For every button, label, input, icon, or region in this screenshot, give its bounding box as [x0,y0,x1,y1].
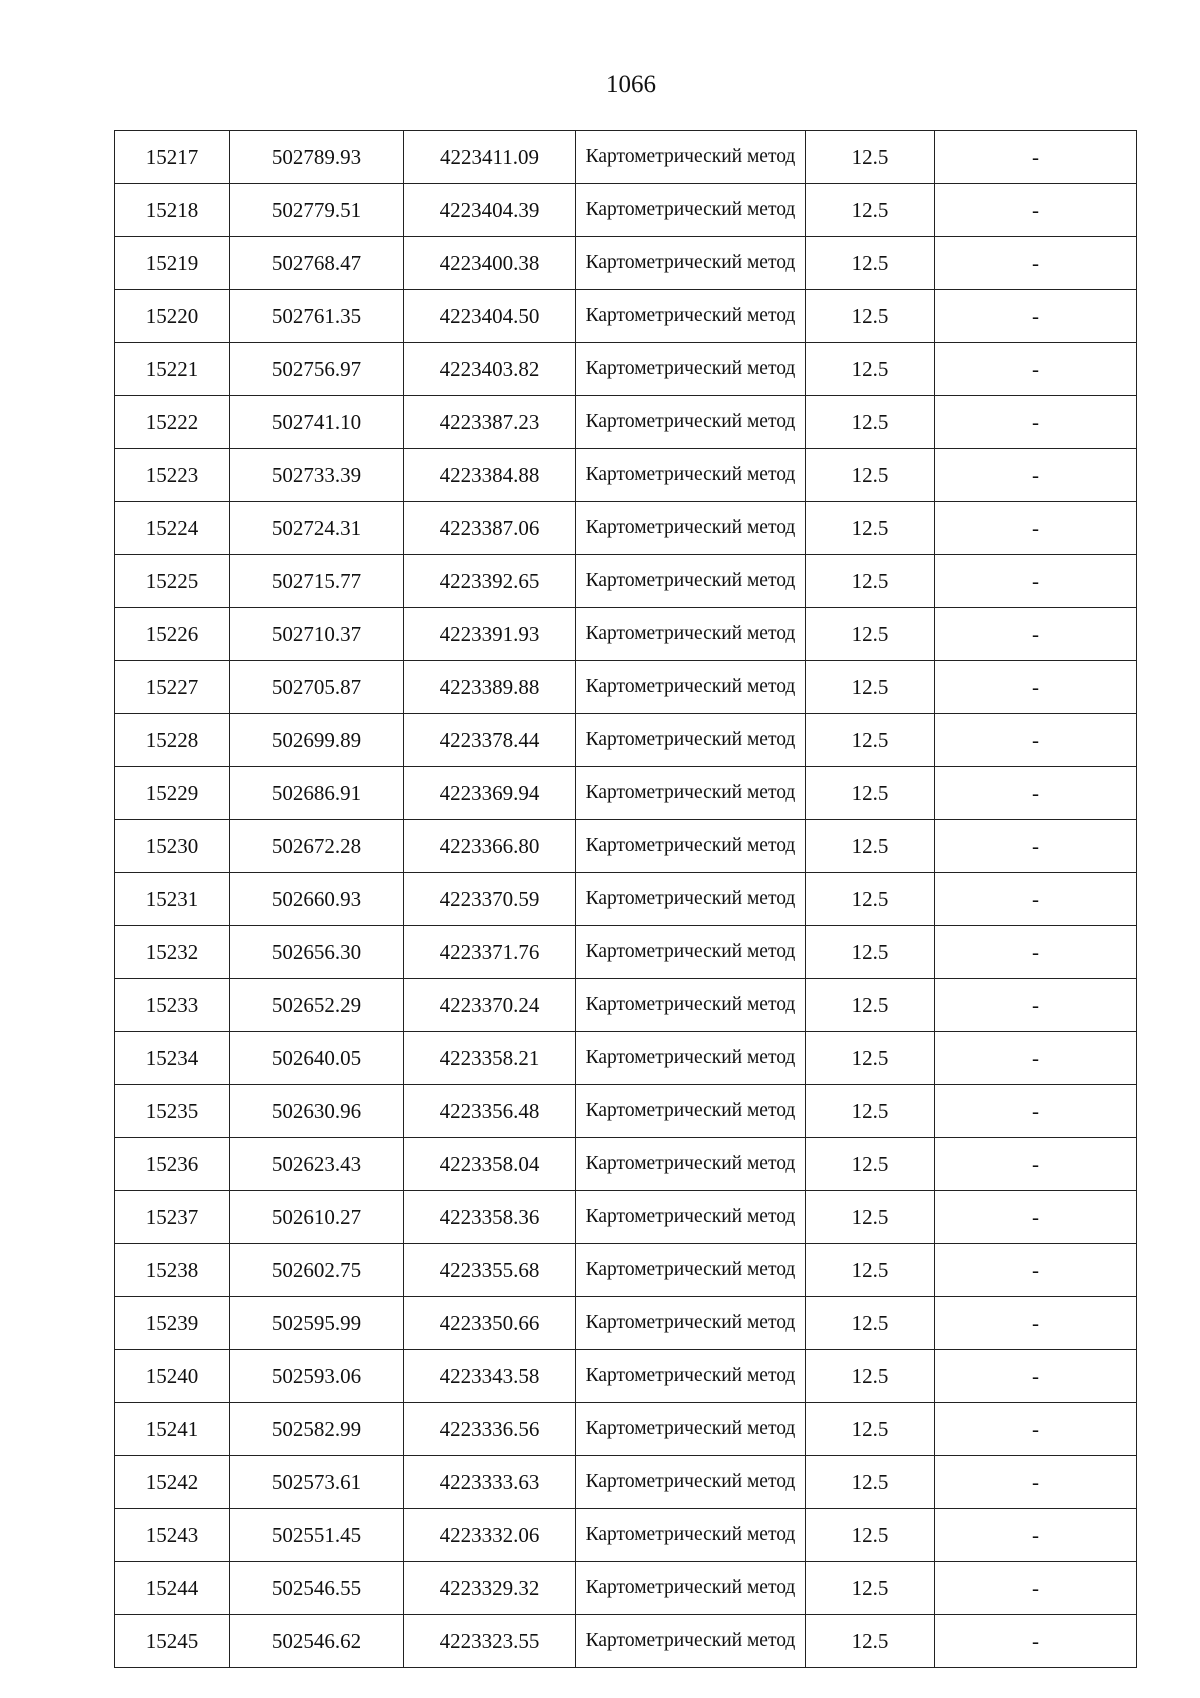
accuracy-cell: 12.5 [806,1350,935,1403]
x-coordinate-cell: 502779.51 [230,184,404,237]
point-number-cell: 15238 [115,1244,230,1297]
method-cell: Картометрический метод [576,1562,806,1615]
description-cell: - [935,1456,1137,1509]
table-row [115,1350,1137,1403]
y-coordinate-cell: 4223384.88 [404,449,576,502]
point-number-cell: 15217 [115,131,230,184]
accuracy-cell: 12.5 [806,1244,935,1297]
method-cell: Картометрический метод [576,290,806,343]
table-row [115,1138,1137,1191]
point-number-cell: 15234 [115,1032,230,1085]
point-number-cell: 15237 [115,1191,230,1244]
x-coordinate-cell: 502656.30 [230,926,404,979]
method-cell: Картометрический метод [576,237,806,290]
x-coordinate-cell: 502724.31 [230,502,404,555]
table-row [115,926,1137,979]
description-cell: - [935,1244,1137,1297]
table-row [115,873,1137,926]
y-coordinate-cell: 4223392.65 [404,555,576,608]
description-cell: - [935,237,1137,290]
description-cell: - [935,1191,1137,1244]
description-cell: - [935,767,1137,820]
table-row [115,449,1137,502]
description-cell: - [935,1509,1137,1562]
method-cell: Картометрический метод [576,979,806,1032]
method-cell: Картометрический метод [576,184,806,237]
method-cell: Картометрический метод [576,1138,806,1191]
method-cell: Картометрический метод [576,1509,806,1562]
x-coordinate-cell: 502610.27 [230,1191,404,1244]
x-coordinate-cell: 502551.45 [230,1509,404,1562]
accuracy-cell: 12.5 [806,661,935,714]
method-cell: Картометрический метод [576,926,806,979]
table-row [115,1456,1137,1509]
point-number-cell: 15230 [115,820,230,873]
point-number-cell: 15231 [115,873,230,926]
point-number-cell: 15242 [115,1456,230,1509]
y-coordinate-cell: 4223366.80 [404,820,576,873]
y-coordinate-cell: 4223411.09 [404,131,576,184]
description-cell: - [935,1615,1137,1668]
table-row [115,502,1137,555]
point-number-cell: 15243 [115,1509,230,1562]
point-number-cell: 15227 [115,661,230,714]
x-coordinate-cell: 502672.28 [230,820,404,873]
table-row [115,555,1137,608]
x-coordinate-cell: 502768.47 [230,237,404,290]
description-cell: - [935,555,1137,608]
x-coordinate-cell: 502710.37 [230,608,404,661]
accuracy-cell: 12.5 [806,290,935,343]
method-cell: Картометрический метод [576,1403,806,1456]
y-coordinate-cell: 4223370.59 [404,873,576,926]
accuracy-cell: 12.5 [806,1403,935,1456]
method-cell: Картометрический метод [576,1615,806,1668]
x-coordinate-cell: 502705.87 [230,661,404,714]
y-coordinate-cell: 4223400.38 [404,237,576,290]
method-cell: Картометрический метод [576,555,806,608]
point-number-cell: 15224 [115,502,230,555]
point-number-cell: 15233 [115,979,230,1032]
y-coordinate-cell: 4223370.24 [404,979,576,1032]
x-coordinate-cell: 502623.43 [230,1138,404,1191]
point-number-cell: 15226 [115,608,230,661]
x-coordinate-cell: 502630.96 [230,1085,404,1138]
method-cell: Картометрический метод [576,714,806,767]
x-coordinate-cell: 502699.89 [230,714,404,767]
method-cell: Картометрический метод [576,502,806,555]
x-coordinate-cell: 502573.61 [230,1456,404,1509]
y-coordinate-cell: 4223371.76 [404,926,576,979]
table-row [115,131,1137,184]
method-cell: Картометрический метод [576,661,806,714]
point-number-cell: 15220 [115,290,230,343]
y-coordinate-cell: 4223358.04 [404,1138,576,1191]
accuracy-cell: 12.5 [806,343,935,396]
y-coordinate-cell: 4223404.39 [404,184,576,237]
y-coordinate-cell: 4223358.36 [404,1191,576,1244]
table-row [115,1509,1137,1562]
point-number-cell: 15229 [115,767,230,820]
description-cell: - [935,873,1137,926]
x-coordinate-cell: 502686.91 [230,767,404,820]
x-coordinate-cell: 502789.93 [230,131,404,184]
y-coordinate-cell: 4223387.06 [404,502,576,555]
x-coordinate-cell: 502733.39 [230,449,404,502]
method-cell: Картометрический метод [576,767,806,820]
description-cell: - [935,661,1137,714]
table-row [115,1297,1137,1350]
y-coordinate-cell: 4223323.55 [404,1615,576,1668]
description-cell: - [935,396,1137,449]
table-row [115,396,1137,449]
table-body [115,131,1137,1668]
method-cell: Картометрический метод [576,1191,806,1244]
y-coordinate-cell: 4223358.21 [404,1032,576,1085]
y-coordinate-cell: 4223404.50 [404,290,576,343]
method-cell: Картометрический метод [576,1085,806,1138]
table-row [115,290,1137,343]
description-cell: - [935,1138,1137,1191]
method-cell: Картометрический метод [576,608,806,661]
description-cell: - [935,184,1137,237]
point-number-cell: 15228 [115,714,230,767]
accuracy-cell: 12.5 [806,131,935,184]
accuracy-cell: 12.5 [806,820,935,873]
accuracy-cell: 12.5 [806,1562,935,1615]
table-row [115,1403,1137,1456]
x-coordinate-cell: 502756.97 [230,343,404,396]
point-number-cell: 15219 [115,237,230,290]
point-number-cell: 15239 [115,1297,230,1350]
coordinates-table [114,130,1137,1668]
point-number-cell: 15240 [115,1350,230,1403]
x-coordinate-cell: 502660.93 [230,873,404,926]
y-coordinate-cell: 4223391.93 [404,608,576,661]
y-coordinate-cell: 4223333.63 [404,1456,576,1509]
description-cell: - [935,608,1137,661]
table-row [115,184,1137,237]
accuracy-cell: 12.5 [806,873,935,926]
point-number-cell: 15222 [115,396,230,449]
description-cell: - [935,926,1137,979]
table-row [115,1032,1137,1085]
description-cell: - [935,343,1137,396]
page-number: 1066 [606,71,656,98]
accuracy-cell: 12.5 [806,555,935,608]
table-row [115,1615,1137,1668]
table-row [115,714,1137,767]
point-number-cell: 15245 [115,1615,230,1668]
y-coordinate-cell: 4223369.94 [404,767,576,820]
y-coordinate-cell: 4223343.58 [404,1350,576,1403]
x-coordinate-cell: 502582.99 [230,1403,404,1456]
point-number-cell: 15225 [115,555,230,608]
description-cell: - [935,1032,1137,1085]
method-cell: Картометрический метод [576,1350,806,1403]
accuracy-cell: 12.5 [806,396,935,449]
description-cell: - [935,290,1137,343]
y-coordinate-cell: 4223332.06 [404,1509,576,1562]
x-coordinate-cell: 502652.29 [230,979,404,1032]
point-number-cell: 15221 [115,343,230,396]
x-coordinate-cell: 502593.06 [230,1350,404,1403]
accuracy-cell: 12.5 [806,767,935,820]
method-cell: Картометрический метод [576,1244,806,1297]
accuracy-cell: 12.5 [806,1085,935,1138]
table-row [115,1244,1137,1297]
table-row [115,979,1137,1032]
y-coordinate-cell: 4223336.56 [404,1403,576,1456]
x-coordinate-cell: 502741.10 [230,396,404,449]
point-number-cell: 15235 [115,1085,230,1138]
accuracy-cell: 12.5 [806,502,935,555]
description-cell: - [935,1350,1137,1403]
x-coordinate-cell: 502715.77 [230,555,404,608]
accuracy-cell: 12.5 [806,979,935,1032]
accuracy-cell: 12.5 [806,1032,935,1085]
accuracy-cell: 12.5 [806,237,935,290]
accuracy-cell: 12.5 [806,449,935,502]
point-number-cell: 15241 [115,1403,230,1456]
y-coordinate-cell: 4223403.82 [404,343,576,396]
accuracy-cell: 12.5 [806,714,935,767]
y-coordinate-cell: 4223389.88 [404,661,576,714]
y-coordinate-cell: 4223350.66 [404,1297,576,1350]
y-coordinate-cell: 4223356.48 [404,1085,576,1138]
point-number-cell: 15218 [115,184,230,237]
method-cell: Картометрический метод [576,1456,806,1509]
table-row [115,767,1137,820]
description-cell: - [935,131,1137,184]
table-row [115,237,1137,290]
y-coordinate-cell: 4223329.32 [404,1562,576,1615]
table-row [115,1085,1137,1138]
method-cell: Картометрический метод [576,343,806,396]
point-number-cell: 15244 [115,1562,230,1615]
accuracy-cell: 12.5 [806,1191,935,1244]
point-number-cell: 15232 [115,926,230,979]
description-cell: - [935,502,1137,555]
description-cell: - [935,1403,1137,1456]
point-number-cell: 15236 [115,1138,230,1191]
y-coordinate-cell: 4223387.23 [404,396,576,449]
accuracy-cell: 12.5 [806,1615,935,1668]
method-cell: Картометрический метод [576,1032,806,1085]
method-cell: Картометрический метод [576,396,806,449]
description-cell: - [935,1297,1137,1350]
description-cell: - [935,1562,1137,1615]
method-cell: Картометрический метод [576,820,806,873]
x-coordinate-cell: 502602.75 [230,1244,404,1297]
x-coordinate-cell: 502595.99 [230,1297,404,1350]
accuracy-cell: 12.5 [806,608,935,661]
method-cell: Картометрический метод [576,131,806,184]
x-coordinate-cell: 502546.55 [230,1562,404,1615]
x-coordinate-cell: 502640.05 [230,1032,404,1085]
table-row [115,820,1137,873]
description-cell: - [935,979,1137,1032]
x-coordinate-cell: 502761.35 [230,290,404,343]
method-cell: Картометрический метод [576,873,806,926]
description-cell: - [935,820,1137,873]
table-row [115,1562,1137,1615]
description-cell: - [935,449,1137,502]
accuracy-cell: 12.5 [806,184,935,237]
table-row [115,608,1137,661]
table-row [115,1191,1137,1244]
description-cell: - [935,1085,1137,1138]
accuracy-cell: 12.5 [806,1456,935,1509]
accuracy-cell: 12.5 [806,926,935,979]
accuracy-cell: 12.5 [806,1509,935,1562]
method-cell: Картометрический метод [576,449,806,502]
x-coordinate-cell: 502546.62 [230,1615,404,1668]
y-coordinate-cell: 4223378.44 [404,714,576,767]
point-number-cell: 15223 [115,449,230,502]
accuracy-cell: 12.5 [806,1138,935,1191]
table-row [115,661,1137,714]
y-coordinate-cell: 4223355.68 [404,1244,576,1297]
accuracy-cell: 12.5 [806,1297,935,1350]
table-row [115,343,1137,396]
method-cell: Картометрический метод [576,1297,806,1350]
description-cell: - [935,714,1137,767]
